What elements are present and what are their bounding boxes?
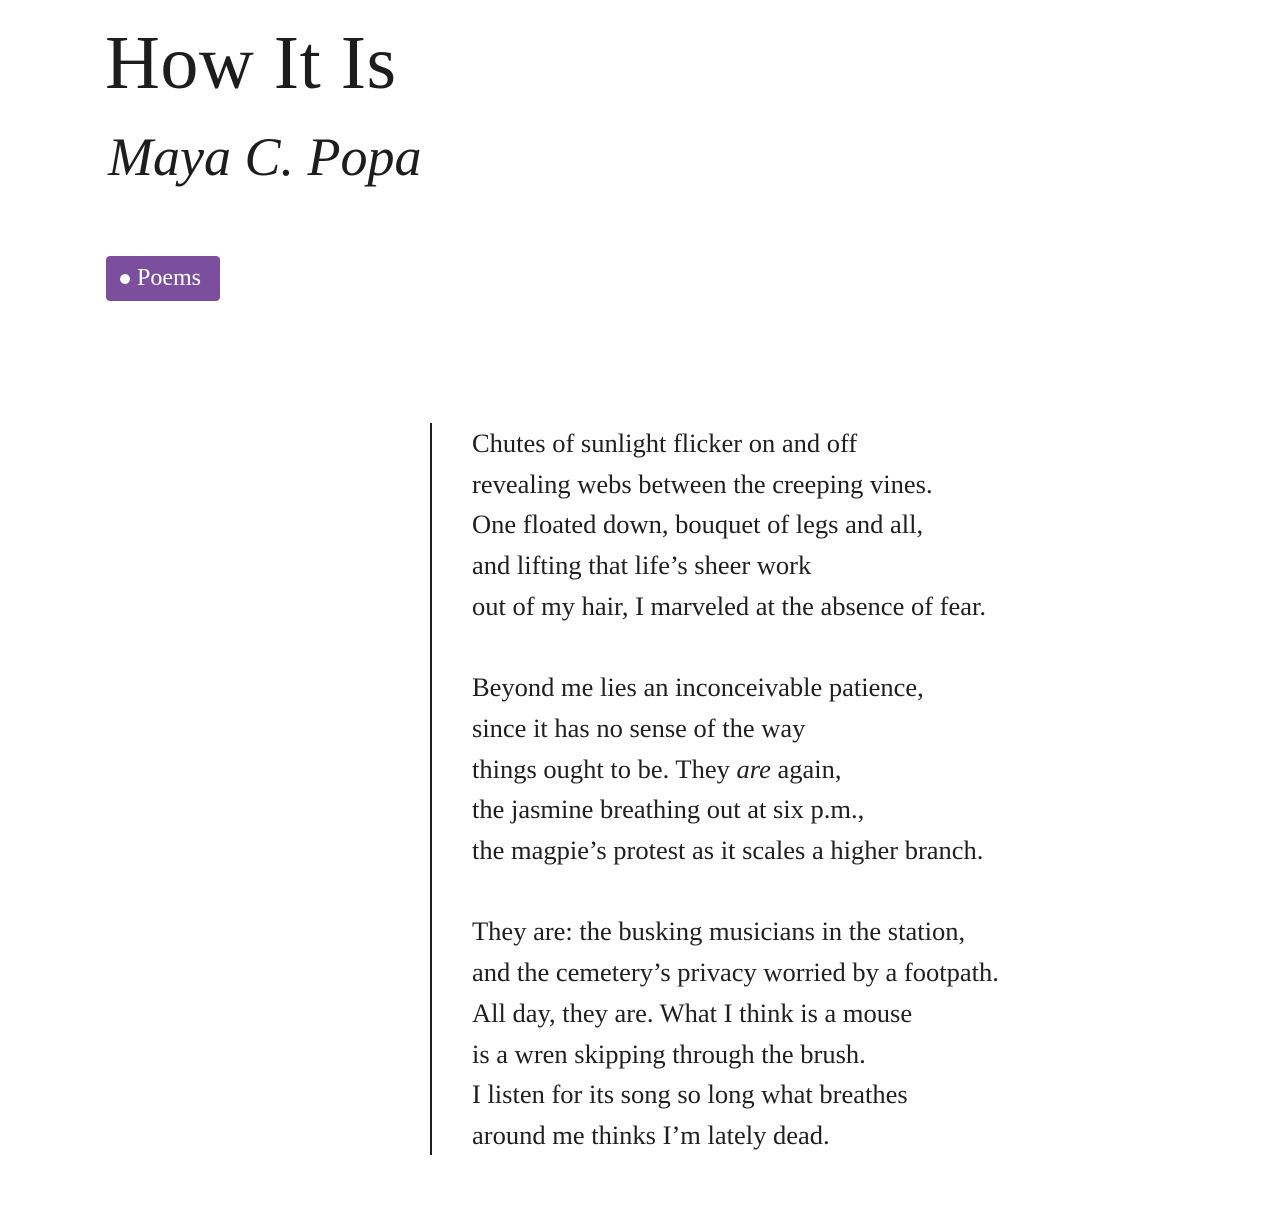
poem-line: the magpie’s protest as it scales a higher branch. — [472, 835, 984, 866]
poem-body — [472, 423, 1172, 1156]
poem-line: around me thinks I’m lately dead. — [472, 1119, 830, 1150]
poem-divider — [430, 423, 432, 1155]
category-tag-label: Poems — [137, 265, 202, 291]
poem-line: All day, they are. What I think is a mouse — [472, 997, 913, 1028]
poem-line: and lifting that life’s sheer work — [472, 550, 812, 581]
poem-stanza — [472, 423, 1172, 627]
poem-line — [472, 749, 1172, 790]
poem-author: Maya C. Popa — [108, 127, 422, 187]
poem-line: the jasmine breathing out at six p.m., — [472, 794, 865, 825]
poem-line-text: again, — [770, 753, 842, 784]
poem-line: I listen for its song so long what breathes — [472, 1079, 908, 1110]
poem-line: out of my hair, I marveled at the absence of fear. — [472, 590, 986, 621]
poem-stanza — [472, 667, 1172, 871]
poem-title: How It Is — [105, 21, 397, 105]
poem-line: Beyond me lies an inconceivable patience, — [472, 672, 924, 703]
poem-line-emphasis: are — [736, 753, 771, 784]
poem-line: and the cemetery’s privacy worried by a footpath. — [472, 957, 999, 988]
category-tag-poems[interactable] — [106, 256, 220, 301]
poem-line: is a wren skipping through the brush. — [472, 1038, 866, 1069]
poem-line: They are: the busking musicians in the station, — [472, 916, 966, 947]
poem-line: since it has no sense of the way — [472, 712, 806, 743]
poem-line: revealing webs between the creeping vines. — [472, 468, 933, 499]
poem-line: One floated down, bouquet of legs and all, — [472, 509, 924, 540]
poem-line: Chutes of sunlight flicker on and off — [472, 428, 858, 458]
poem-line-text: things ought to be. They — [472, 753, 737, 784]
poem-stanza — [472, 911, 1172, 1155]
dot-icon — [120, 274, 130, 284]
